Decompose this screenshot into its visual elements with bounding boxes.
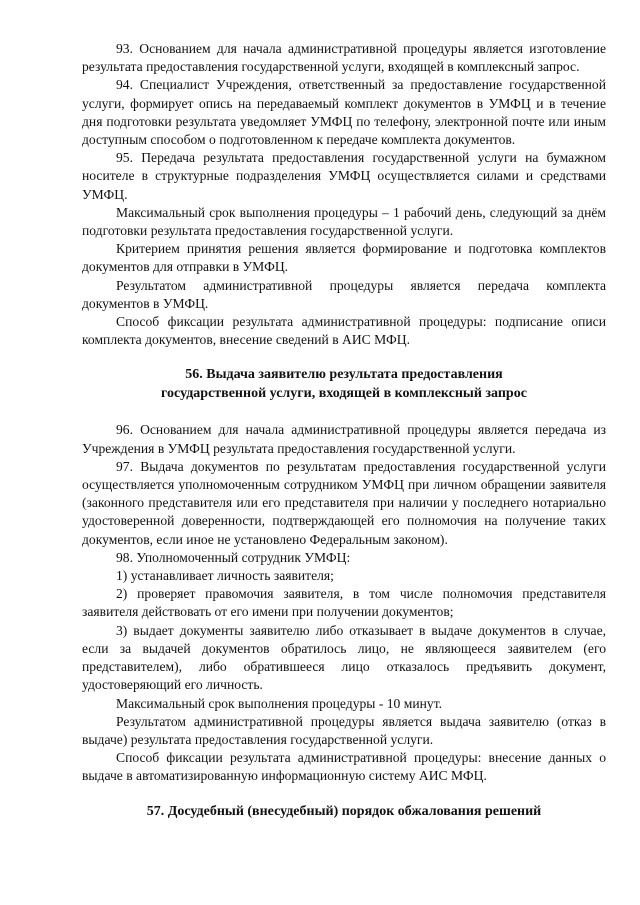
spacer: [82, 403, 606, 421]
paragraph-fixation-2: Способ фиксации результата административной процедуры: внесение данных о выдаче в автоматизированную информационную систему АИС МФЦ.: [82, 750, 606, 784]
paragraph-criterion: Критерием принятия решения является формирование и подготовка комплектов документов для отправки в УМФЦ.: [82, 241, 606, 275]
list-item-2: 2) проверяет правомочия заявителя, в том числе полномочия представителя заявителя действовать от его имени при получении документов;: [82, 586, 606, 620]
paragraph-96: 96. Основанием для начала административной процедуры является передача из Учреждения в УМФЦ результата предоставления государственной услуги.: [82, 422, 606, 456]
paragraph-result-2: Результатом административной процедуры является выдача заявителю (отказ в выдаче) результата предоставления государственной услуги.: [82, 713, 606, 747]
paragraph-93: 93. Основанием для начала административной процедуры является изготовление результата предоставления государственной услуги, входящей в комплексный запрос.: [82, 41, 606, 75]
paragraph-max-time-2: Максимальный срок выполнения процедуры - 10 минут.: [116, 695, 443, 711]
spacer: [82, 349, 606, 365]
paragraph-fixation: Способ фиксации результата административной процедуры: подписание описи комплекта документов, внесение сведений в АИС МФЦ.: [82, 314, 606, 348]
list-item-1: 1) устанавливает личность заявителя;: [116, 568, 334, 584]
section-heading-57: 57. Досудебный (внесудебный) порядок обжалования решений: [146, 803, 542, 819]
section-heading-56-line2: государственной услуги, входящей в комплексный запрос: [161, 386, 527, 402]
paragraph-98: 98. Уполномоченный сотрудник УМФЦ:: [116, 549, 351, 565]
document-page: [82, 40, 606, 821]
section-heading-56-line1: 56. Выдача заявителю результата предоставления: [185, 367, 503, 383]
paragraph-result: Результатом административной процедуры является передача комплекта документов в УМФЦ.: [82, 277, 606, 311]
paragraph-97: 97. Выдача документов по результатам предоставления государственной услуги осуществляется уполномоченным сотрудником УМФЦ при личном обращении заявителя (законного представителя или его представителя при наличии у последнего нотариально удостоверенной доверенности, подтверждающей его полномочия на получение таких документов, если иное не установлено Федеральным законом).: [82, 458, 606, 547]
paragraph-94: 94. Специалист Учреждения, ответственный за предоставление государственной услуги, формирует опись на передаваемый комплект документов в УМФЦ и в течение дня подготовки результата уведомляет УМФЦ по телефону, электронной почте или иным доступным способом о подготовленном к передаче комплекта документов.: [82, 77, 606, 148]
list-item-3: 3) выдает документы заявителю либо отказывает в выдаче документов в случае, если за выдачей документов обратилось лицо, не являющееся заявителем (его представителем), либо обратившееся лицо отказалось предъявить документ, удостоверяющий его личность.: [82, 622, 606, 693]
paragraph-max-time: Максимальный срок выполнения процедуры – 1 рабочий день, следующий за днём подготовки результата предоставления государственной услуги.: [82, 204, 606, 239]
paragraph-95: 95. Передача результата предоставления государственной услуги на бумажном носителе в структурные подразделения УМФЦ осуществляется силами и средствами УМФЦ.: [82, 150, 606, 202]
spacer: [82, 786, 606, 802]
